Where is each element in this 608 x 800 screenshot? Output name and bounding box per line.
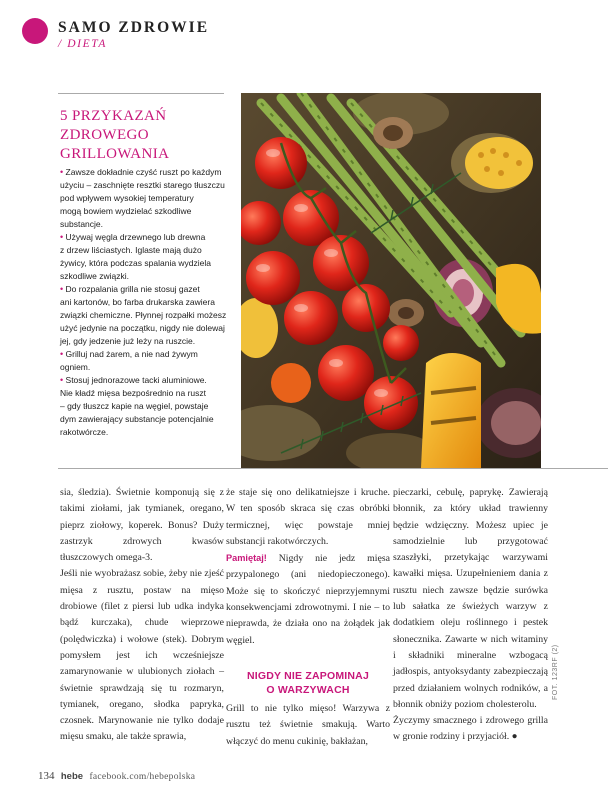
box-rule-top [58, 93, 224, 94]
grilled-vegetables-photo [241, 93, 541, 468]
article-column-3 [393, 485, 548, 746]
page-number: 134 [38, 770, 55, 782]
paragraph: Jeśli nie wyobrażasz sobie, żeby nie zjeść mięsa z rusztu, postaw na mięso drobiowe (filet z piersi lub udka indyka bądź kurczaka), chude wieprzowe (polędwiczka) i wołowe (stek). Dobrym pomysłem jest ich wcześniejsze zamarynowanie w ulubionych ziołach – świetnie sprawdzają się tu rozmaryn, tymianek, oregano, słodka papryka, czosnek. Marynowanie nie tylko dodaje mięsu smaku, ale także sprawia, [60, 568, 224, 743]
photo-credit: FOT. 123RF (2) [552, 644, 559, 700]
page-footer [38, 770, 195, 782]
subheading: NIGDY NIE ZAPOMINAJ O WARZYWACH [246, 669, 370, 696]
box-title: 5 PRZYKAZAŃ ZDROWEGO GRILLOWANIA [60, 108, 170, 162]
article-column-2 [226, 485, 390, 750]
paragraph: sia, śledzia). Świetnie komponują się z takimi ziołami, jak tymianek, oregano, pieprz ziołowy, koperek. Bonus? Duży zastrzyk zdrowych kwasów tłuszczowych omega-3. [60, 487, 224, 564]
paragraph: Grill to nie tylko mięso! Warzywa z rusztu też świetnie smakują. Warto włączyć do menu cukinię, bakłażan, [226, 702, 390, 747]
tips-list [60, 166, 236, 439]
paragraph: pieczarki, cebulę, paprykę. Zawierają błonnik, za który układ trawienny będzie wdzięczny. Możesz upiec je samodzielnie lub przygotować szaszłyki, przetykając warzywami kawałki mięsa. Uzupełnieniem dania z rusztu niech zawsze będzie surówka lub sałatka ze świeżych warzyw z dodatkiem oleju roślinnego i pestek słonecznika. Zawarte w nich witaminy i składniki mineralne wzbogacą jadłospis, antyoksydanty zabezpieczają przed działaniem wolnych rodników, a błonnik obniży poziom cholesterolu. [393, 487, 548, 710]
section-dot [22, 18, 48, 44]
tip-item: • Stosuj jednorazowe tacki aluminiowe. Nie kładź mięsa bezpośrednio na ruszt – gdy tłuszcz kapie na węgiel, powstaje dym zawierający substancje potencjalnie rakotwórcze. [60, 375, 214, 437]
paragraph: Życzymy smacznego i zdrowego grilla w gronie rodziny i przyjaciół. ● [393, 715, 548, 743]
paragraph: Pamiętaj! Nigdy nie jedz mięsa przypalonego (ani niedopieczonego). Może się to skończyć nieprzyjemnymi konsekwencjami zdrowotnymi. I nie – to nieprawda, że działa ono na żołądek jak węgiel. [226, 553, 390, 646]
grilled-vegetables-illustration [241, 93, 541, 468]
article-column-1 [60, 485, 224, 746]
highlight-label: Pamiętaj! [226, 553, 267, 564]
social-link[interactable]: facebook.com/hebepolska [89, 772, 196, 782]
tip-item: • Grilluj nad żarem, a nie nad żywym ogniem. [60, 349, 198, 372]
box-rule-bottom [58, 468, 608, 469]
section-subtitle: / DIETA [58, 38, 107, 50]
tip-item: • Zawsze dokładnie czyść ruszt po każdym użyciu – zaschnięte resztki starego tłuszczu pod wpływem wysokiej temperatury mogą bowiem wydzielać szkodliwe substancje. [60, 167, 225, 229]
paragraph: że staje się ono delikatniejsze i kruche. W ten sposób skraca się czas obróbki termicznej, więc powstaje mniej substancji rakotwórczych. [226, 487, 390, 547]
brand-logo: hebe [60, 771, 84, 782]
tip-item: • Używaj węgla drzewnego lub drewna z drzew liściastych. Iglaste mają dużo żywicy, która podczas spalania wydziela szkodliwe związki. [60, 232, 212, 281]
section-title: SAMO ZDROWIE [58, 19, 210, 36]
tip-item: • Do rozpalania grilla nie stosuj gazet ani kartonów, bo farba drukarska zawiera związki chemiczne. Płynnej rozpałki możesz użyć jedynie na początku, nigdy nie dolewaj jej, gdy jedzenie już leży na ruszcie. [60, 284, 227, 346]
